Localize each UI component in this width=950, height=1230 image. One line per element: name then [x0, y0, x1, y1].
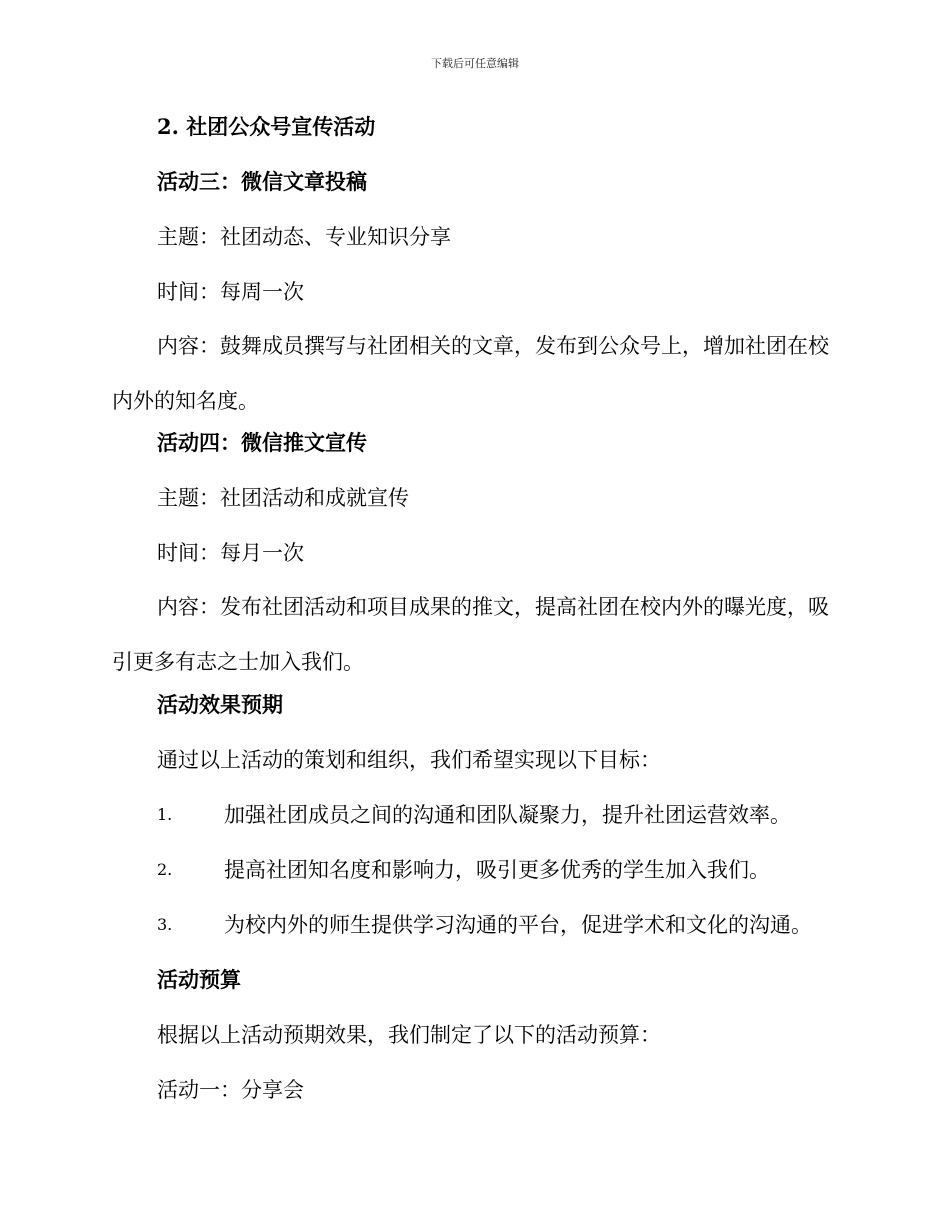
activity3-theme: 主题：社团动态、专业知识分享	[157, 225, 451, 249]
goal-item-text: 加强社团成员之间的沟通和团队凝聚力，提升社团运营效率。	[224, 803, 791, 827]
section-title: 2. 社团公众号宣传活动	[157, 114, 376, 139]
activity3-content: 内容：鼓舞成员撰写与社团相关的文章，发布到公众号上，增加社团在校内外的知名度。	[112, 334, 829, 413]
budget-title: 活动预算	[157, 967, 241, 992]
expectations-intro: 通过以上活动的策划和组织，我们希望实现以下目标：	[157, 748, 661, 772]
activity3-time: 时间：每周一次	[157, 280, 304, 304]
goal-item-number: 3.	[157, 915, 173, 934]
page-header-note: 下载后可任意编辑	[431, 57, 519, 70]
activity4-time: 时间：每月一次	[157, 541, 304, 565]
budget-activity1: 活动一：分享会	[157, 1078, 304, 1102]
activity3-title: 活动三：微信文章投稿	[157, 169, 367, 194]
goal-item-number: 1.	[157, 805, 173, 824]
expectations-title: 活动效果预期	[157, 692, 283, 717]
activity4-content: 内容：发布社团活动和项目成果的推文，提高社团在校内外的曝光度，吸引更多有志之士加入我们。	[112, 595, 829, 674]
goal-item-text: 提高社团知名度和影响力，吸引更多优秀的学生加入我们。	[224, 858, 770, 882]
activity4-theme: 主题：社团活动和成就宣传	[157, 486, 409, 510]
goal-item-number: 2.	[157, 860, 173, 879]
activity4-title: 活动四：微信推文宣传	[157, 430, 367, 455]
goal-item-text: 为校内外的师生提供学习沟通的平台，促进学术和文化的沟通。	[224, 913, 812, 937]
budget-intro: 根据以上活动预期效果，我们制定了以下的活动预算：	[157, 1023, 661, 1047]
